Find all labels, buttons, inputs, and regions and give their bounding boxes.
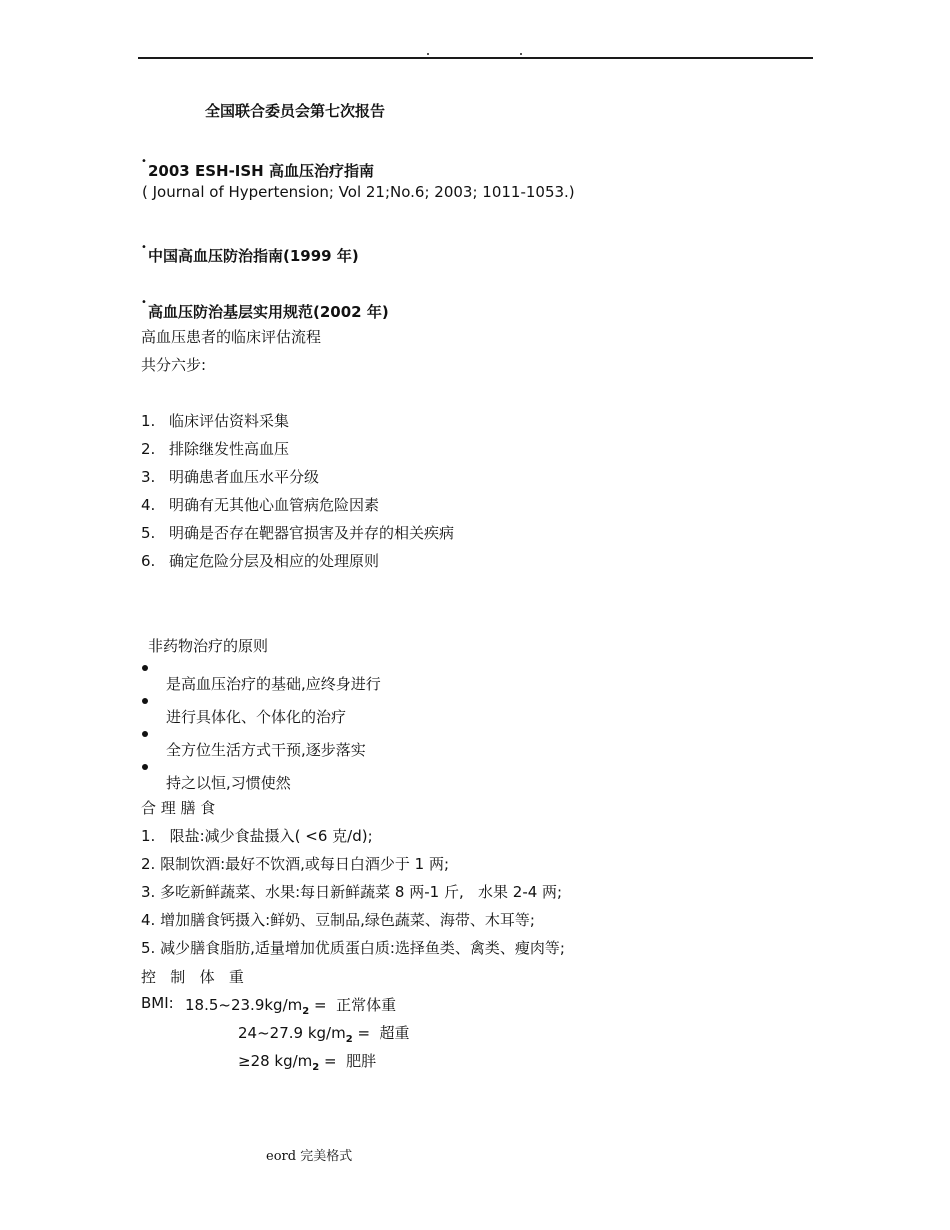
page-footer: eord 完美格式: [266, 1149, 353, 1164]
bullet-icon: •: [141, 156, 147, 167]
list-item: 6. 确定危险分层及相应的处理原则: [141, 552, 380, 570]
report-title: 全国联合委员会第七次报告: [205, 102, 386, 120]
list-item: 全方位生活方式干预,逐步落实: [166, 741, 366, 759]
list-item: 5. 明确是否存在靶器官损害及并存的相关疾病: [141, 524, 455, 542]
list-item: 4. 明确有无其他心血管病危险因素: [141, 496, 380, 514]
diet-title: 合 理 膳 食: [141, 799, 216, 817]
evaluation-subtitle: 共分六步:: [141, 356, 207, 374]
list-item: 3. 多吃新鲜蔬菜、水果:每日新鲜蔬菜 8 两-1 斤, 水果 2-4 两;: [141, 883, 563, 901]
nondrug-title: 非药物治疗的原则: [148, 637, 269, 655]
list-item: 进行具体化、个体化的治疗: [166, 708, 347, 726]
bmi-row-overweight: 24~27.9 $kg/m_2$ = 超重: [238, 1024, 410, 1045]
bmi-row-obese: ≥28 $kg/m_2$ = 肥胖: [238, 1052, 377, 1073]
list-item: 是高血压治疗的基础,应终身进行: [166, 675, 381, 693]
header-rule: [138, 57, 813, 59]
bullet-icon: [142, 698, 148, 704]
ref-esh-ish: 2003 ESH-ISH 高血压治疗指南: [148, 162, 374, 180]
ref-esh-ish-citation: ( Journal of Hypertension; Vol 21;No.6; 2003; 1011-1053.): [142, 183, 575, 201]
bullet-icon: [142, 764, 148, 770]
list-item: 4. 增加膳食钙摄入:鲜奶、豆制品,绿色蔬菜、海带、木耳等;: [141, 911, 535, 929]
list-item: 3. 明确患者血压水平分级: [141, 468, 320, 486]
bullet-icon: •: [141, 242, 147, 253]
list-item: 1. 临床评估资料采集: [141, 412, 290, 430]
list-item: 持之以恒,习惯使然: [166, 774, 291, 792]
ref-china-guideline: 中国高血压防治指南(1999 年): [148, 247, 359, 265]
bullet-icon: [142, 665, 148, 671]
list-item: 1. 限盐:减少食盐摄入( <6 克/d);: [141, 827, 373, 845]
bullet-icon: •: [141, 297, 147, 308]
list-item: 2. 排除继发性高血压: [141, 440, 290, 458]
bmi-label: BMI:: [141, 994, 174, 1012]
weight-title: 控 制 体 重: [141, 968, 244, 986]
list-item: 5. 减少膳食脂肪,适量增加优质蛋白质:选择鱼类、禽类、瘦肉等;: [141, 939, 565, 957]
bullet-icon: [142, 731, 148, 737]
evaluation-title: 高血压患者的临床评估流程: [141, 328, 322, 346]
header-tick-mark: [427, 53, 429, 55]
list-item: 2. 限制饮酒:最好不饮酒,或每日白酒少于 1 两;: [141, 855, 450, 873]
bmi-row-normal: $18.5\sim 23.9kg/m_2$ = 正常体重: [185, 996, 397, 1017]
header-tick-mark: [520, 53, 522, 55]
ref-basic-practice: 高血压防治基层实用规范(2002 年): [148, 303, 389, 321]
